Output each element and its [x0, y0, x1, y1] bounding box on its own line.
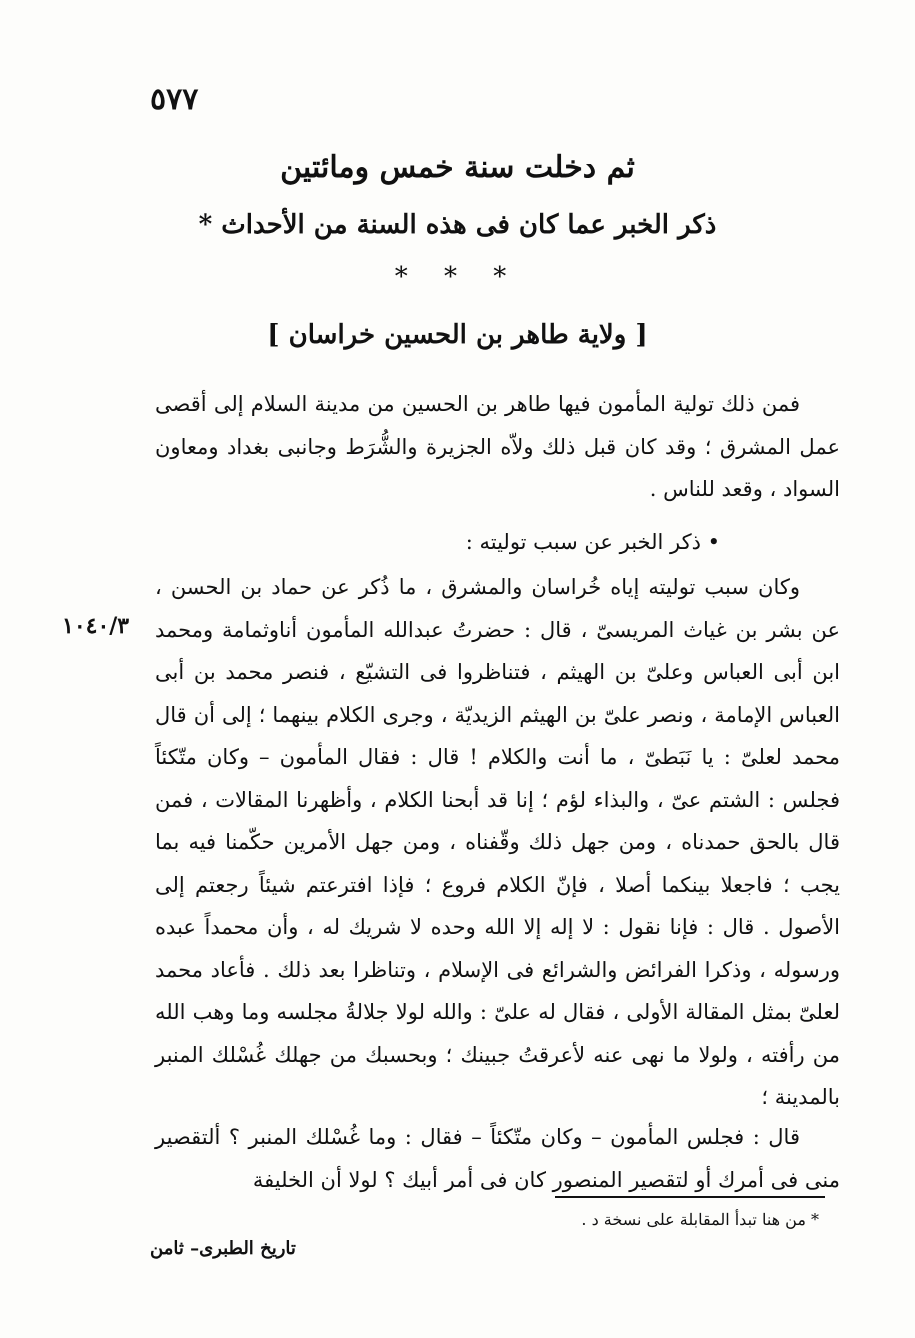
paragraph-2: • ذكر الخبر عن سبب توليته : — [465, 530, 720, 554]
paragraph-4: قال : فجلس المأمون – وكان متّكئاً – فقال : وما غُسْلك المنبر ؟ ألتقصير منى فى أمرك أو لتقصير المنصور كان فى أمر أبيك ؟ لولا أن الخليفة — [155, 1125, 840, 1192]
paragraph-1: فمن ذلك تولية المأمون فيها طاهر بن الحسين من مدينة السلام إلى أقصى عمل المشرق ؛ وقد كان قبل ذلك ولاّه الجزيرة والشُّرَط وجانبى بغداد ومعاون السواد ، وقعد للناس . — [155, 392, 840, 501]
running-footer: تاريخ الطبرى– ثامن — [150, 1238, 296, 1259]
paragraph-3: وكان سبب توليته إياه خُراسان والمشرق ، ما ذُكر عن حماد بن الحسن ، عن بشر بن غياث المريسىّ ، قال : حضرتُ عبدالله المأمون أناوثمامة ومحمد ابن أبى العباس وعلىّ بن الهيثم ، فتناظروا فى التشيّع ، فنصر محمد بن أبى العباس الإمامة ، ونصر علىّ بن الهيثم الزيديّة ، وجرى الكلام بينهما ؛ إلى أن قال محمد لعلىّ : يا نَبَطىّ ، ما أنت والكلام ! قال : فقال المأمون – وكان متّكئاً فجلس : الشتم عىّ ، والبذاء لؤم ؛ إنا قد أبحنا الكلام ، وأظهرنا المقالات ، فمن قال بالحق حمدناه ، ومن جهل ذلك وقّفناه ، ومن جهل الأمرين حكّمنا فيه بما يجب ؛ فاجعلا بينكما أصلا ، فإنّ الكلام فروع ؛ فإذا افترعتم شيئاً رجعتم إلى الأصول . قال : فإنا نقول : لا إله إلا الله وحده لا شريك له ، وأن محمداً عبده ورسوله ، وذكرا الفرائض والشرائع فى الإسلام ، وتناظرا بعد ذلك . فأعاد محمد لعلىّ بمثل المقالة الأولى ، فقال له علىّ : والله لولا جلالةُ مجلسه وما وهب الله من رأفته ، ولولا ما نهى عنه لأعرقتُ جبينك ؛ وبحسبك من جهلك غُسْلك المنبر بالمدينة ؛ — [155, 575, 840, 1109]
chapter-subtitle: ذكر الخبر عما كان فى هذه السنة من الأحداث * — [198, 210, 717, 240]
footnote-divider — [555, 1196, 825, 1198]
section-heading: [ ولاية طاهر بن الحسين خراسان ] — [267, 320, 648, 350]
margin-note: ١٠٤٠/٣ — [62, 613, 130, 639]
page-number: ٥٧٧ — [150, 82, 199, 117]
footnote: * من هنا تبدأ المقابلة على نسخة د . — [581, 1210, 819, 1229]
chapter-title: ثم دخلت سنة خمس ومائتين — [280, 150, 635, 185]
section-separator-stars: * * * — [394, 262, 521, 292]
